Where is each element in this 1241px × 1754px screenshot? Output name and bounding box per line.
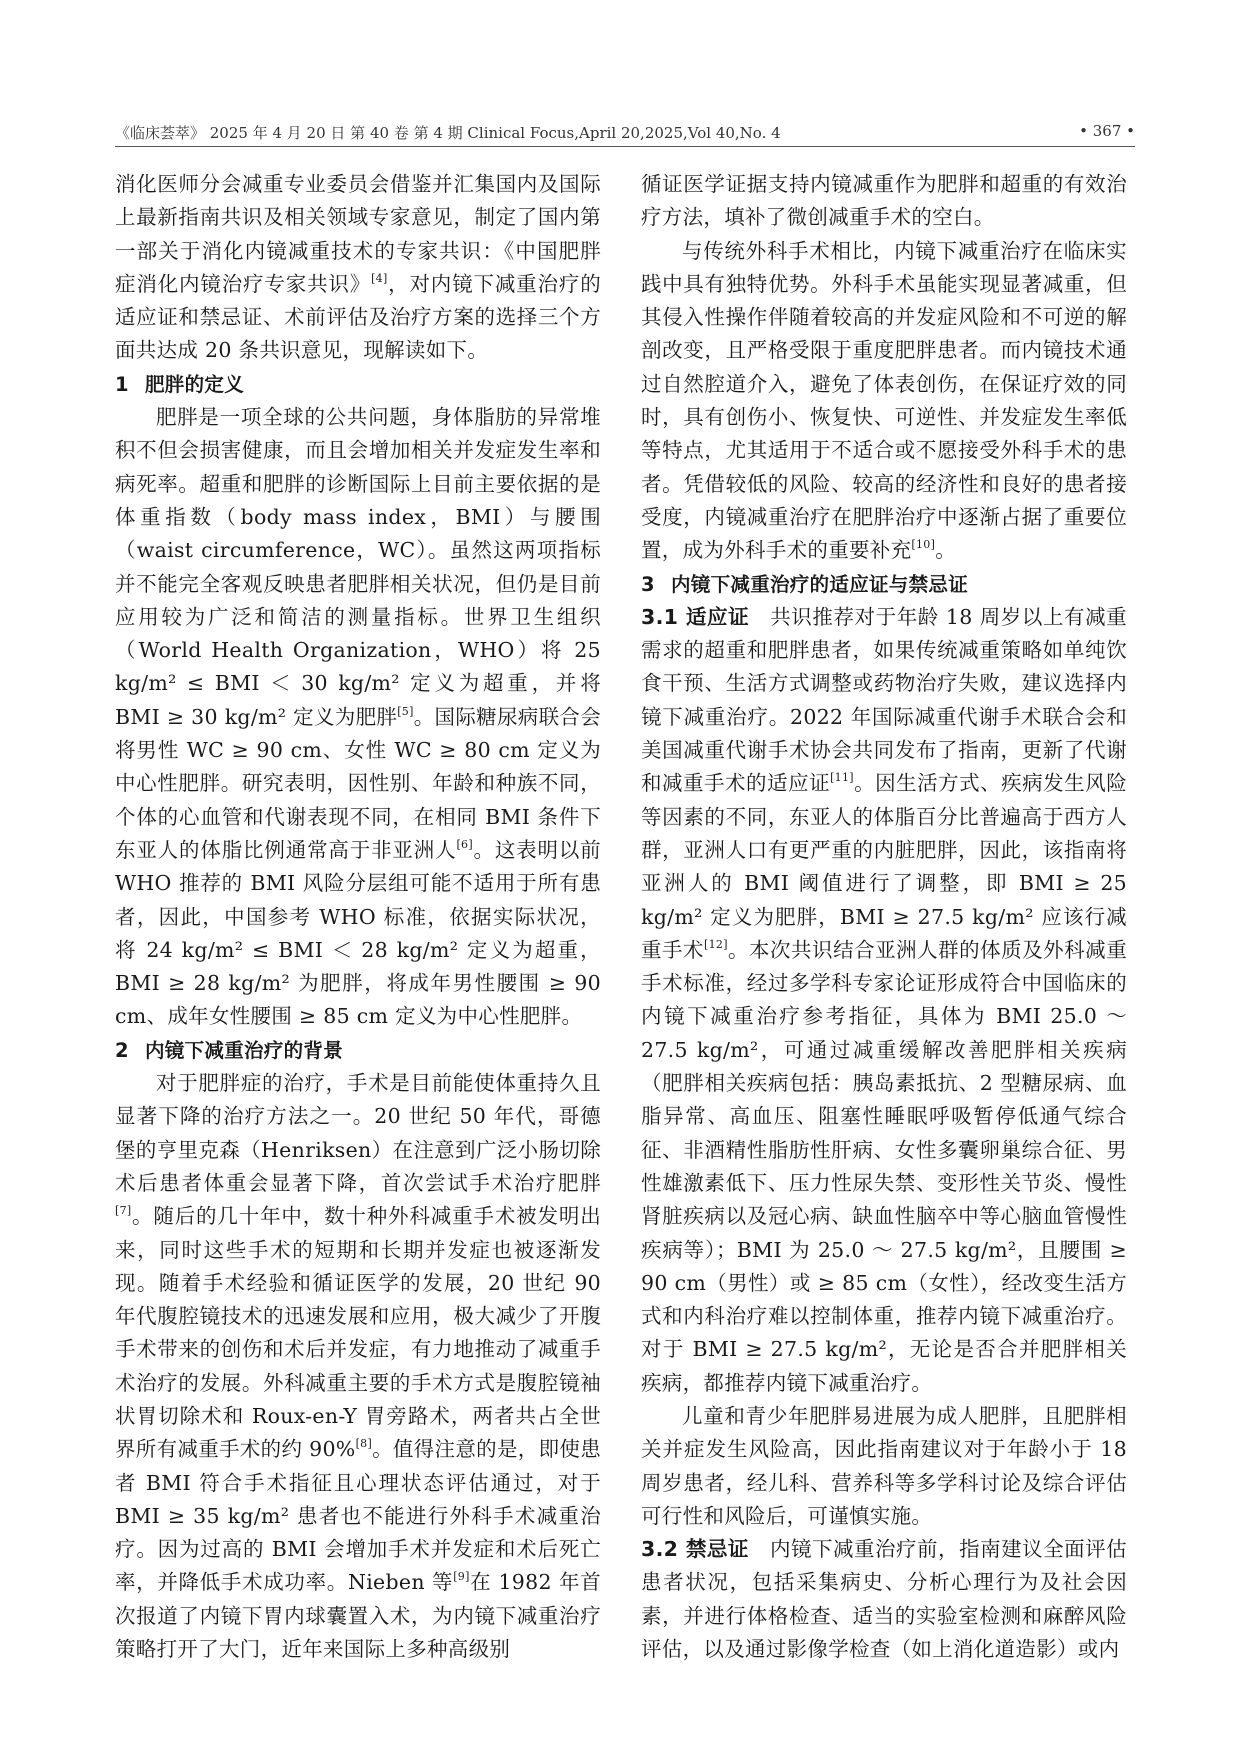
citation[interactable]: [11]: [830, 771, 854, 785]
citation[interactable]: [7]: [115, 1204, 132, 1218]
paragraph-background: 对于肥胖症的治疗，手术是目前能使体重持久且显著下降的治疗方法之一。20 世纪 50 年代，哥德堡的亨里克森（Henriksen）在注意到广泛小肠切除术后患者体重会显著下降，首次尝试手术治疗肥胖[7]。随后的几十年中，数十种外科减重手术被发明出来，同时这些手术的短期和长期并发症也被逐渐发现。随着手术经验和循证医学的发展，20 世纪 90 年代腹腔镜技术的迅速发展和应用，极大减少了开腹手术带来的创伤和术后并发症，有力地推动了减重手术治疗的发展。外科减重主要的手术方式是腹腔镜袖状胃切除术和 Roux-en-Y 胃旁路术，两者共占全世界所有减重手术的约 90%[8]。值得注意的是，即使患者 BMI 符合手术指征且心理状态评估通过，对于 BMI ≥ 35 kg/m² 患者也不能进行外科手术减重治疗。因为过高的 BMI 会增加手术并发症和术后死亡率，并降低手术成功率。Nieben 等[9]在 1982 年首次报道了内镜下胃内球囊置入术，为内镜下减重治疗策略打开了大门，近年来国际上多种高级别: [115, 1071, 601, 1662]
section-heading-1: [115, 368, 601, 401]
citation[interactable]: [4]: [371, 271, 388, 285]
section-number: 2: [115, 1038, 129, 1062]
section-title: 内镜下减重治疗的适应证与禁忌证: [671, 572, 969, 596]
running-header: [115, 122, 1135, 147]
citation[interactable]: [12]: [704, 937, 728, 951]
paragraph-advantages: 与传统外科手术相比，内镜下减重治疗在临床实践中具有独特优势。外科手术虽能实现显著减重，但其侵入性操作伴随着较高的并发症风险和不可逆的解剖改变，且严格受限于重度肥胖患者。而内镜技术通过自然腔道介入，避免了体表创伤，在保证疗效的同时，具有创伤小、恢复快、可逆性、并发症发生率低等特点，尤其适用于不适合或不愿接受外科手术的患者。凭借较低的风险、较高的经济性和良好的患者接受度，内镜减重治疗在肥胖治疗中逐渐占据了重要位置，成为外科手术的重要补充[10]。: [641, 238, 1127, 563]
subsection-label: 3.1 适应证: [641, 604, 750, 629]
paragraph-indications: 3.1 适应证 共识推荐对于年龄 18 周岁以上有减重需求的超重和肥胖患者，如果传统减重策略如单纯饮食干预、生活方式调整或药物治疗失败，建议选择内镜下减重治疗。2022 年国际减重代谢手术联合会和美国减重代谢手术协会共同发布了指南，更新了代谢和减重手术的适应证[11]。因生活方式、疾病发生风险等因素的不同，东亚人的体脂百分比普遍高于西方人群，亚洲人口有更严重的内脏肥胖，因此，该指南将亚洲人的 BMI 阈值进行了调整，即 BMI ≥ 25 kg/m² 定义为肥胖，BMI ≥ 27.5 kg/m² 应该行减重手术[12]。本次共识结合亚洲人群的体质及外科减重手术标准，经过多学科专家论证形成符合中国临床的内镜下减重治疗参考指征，具体为 BMI 25.0 ～ 27.5 kg/m²，可通过减重缓解改善肥胖相关疾病（肥胖相关疾病包括：胰岛素抵抗、2 型糖尿病、血脂异常、高血压、阻塞性睡眠呼吸暂停低通气综合征、非酒精性脂肪性肝病、女性多囊卵巢综合征、男性雄激素低下、压力性尿失禁、变形性关节炎、慢性肾脏疾病以及冠心病、缺血性脑卒中等心脑血管慢性疾病等）；BMI 为 25.0 ～ 27.5 kg/m²，且腰围 ≥ 90 cm（男性）或 ≥ 85 cm（女性），经改变生活方式和内科治疗难以控制体重，推荐内镜下减重治疗。对于 BMI ≥ 27.5 kg/m²，无论是否合并肥胖相关疾病，都推荐内镜下减重治疗。: [641, 604, 1127, 1395]
running-title: 《临床荟萃》 2025 年 4 月 20 日 第 40 卷 第 4 期 Clinical Focus,April 20,2025,Vol 40,No. 4: [115, 124, 781, 142]
right-column: [641, 168, 1127, 1666]
section-number: 1: [115, 372, 129, 396]
subsection-label: 3.2 禁忌证: [641, 1537, 749, 1562]
page-number: • 367 •: [1079, 122, 1135, 140]
section-title: 内镜下减重治疗的背景: [145, 1038, 344, 1062]
citation[interactable]: [9]: [453, 1570, 470, 1584]
section-heading-2: [115, 1034, 601, 1067]
left-column: [115, 168, 601, 1666]
section-number: 3: [641, 572, 655, 596]
citation[interactable]: [8]: [355, 1437, 373, 1451]
section-heading-3: [641, 568, 1127, 601]
paragraph-obesity-definition: 肥胖是一项全球的公共问题，身体脂肪的异常堆积不但会损害健康，而且会增加相关并发症发生率和病死率。超重和肥胖的诊断国际上目前主要依据的是体重指数（body mass index，BMI）与腰围（waist circumference，WC）。虽然这两项指标并不能完全客观反映患者肥胖相关状况，但仍是目前应用较为广泛和简洁的测量指标。世界卫生组织（World Health Organization，WHO）将 25 kg/m² ≤ BMI ＜ 30 kg/m² 定义为超重，并将 BMI ≥ 30 kg/m² 定义为肥胖[5]。国际糖尿病联合会将男性 WC ≥ 90 cm、女性 WC ≥ 80 cm 定义为中心性肥胖。研究表明，因性别、年龄和种族不同，个体的心血管和代谢表现不同，在相同 BMI 条件下东亚人的体脂比例通常高于非亚洲人[6]。这表明以前 WHO 推荐的 BMI 风险分层组可能不适用于所有患者，因此，中国参考 WHO 标准，依据实际状况，将 24 kg/m² ≤ BMI ＜ 28 kg/m² 定义为超重，BMI ≥ 28 kg/m² 为肥胖，将成年男性腰围 ≥ 90 cm、成年女性腰围 ≥ 85 cm 定义为中心性肥胖。: [115, 405, 601, 1029]
citation[interactable]: [6]: [456, 837, 473, 851]
paragraph-children: 儿童和青少年肥胖易进展为成人肥胖，且肥胖相关并症发生风险高，因此指南建议对于年龄小于 18 周岁患者，经儿科、营养科等多学科讨论及综合评估可行性和风险后，可谨慎实施。: [641, 1403, 1127, 1528]
section-title: 肥胖的定义: [145, 372, 245, 396]
citation[interactable]: [10]: [911, 538, 936, 552]
paragraph-intro: 消化医师分会减重专业委员会借鉴并汇集国内及国际上最新指南共识及相关领域专家意见，制定了国内第一部关于消化内镜减重技术的专家共识：《中国肥胖症消化内镜治疗专家共识》[4]，对内镜下减重治疗的适应证和禁忌证、术前评估及治疗方案的选择三个方面共达成 20 条共识意见，现解读如下。: [115, 172, 601, 363]
paragraph-continued: 循证医学证据支持内镜减重作为肥胖和超重的有效治疗方法，填补了微创减重手术的空白。: [641, 172, 1127, 230]
citation[interactable]: [5]: [397, 704, 414, 718]
paragraph-contraindications: 3.2 禁忌证 内镜下减重治疗前，指南建议全面评估患者状况，包括采集病史、分析心理行为及社会因素，并进行体格检查、适当的实验室检测和麻醉风险评估，以及通过影像学检查（如上消化道造影）或内: [641, 1537, 1127, 1662]
